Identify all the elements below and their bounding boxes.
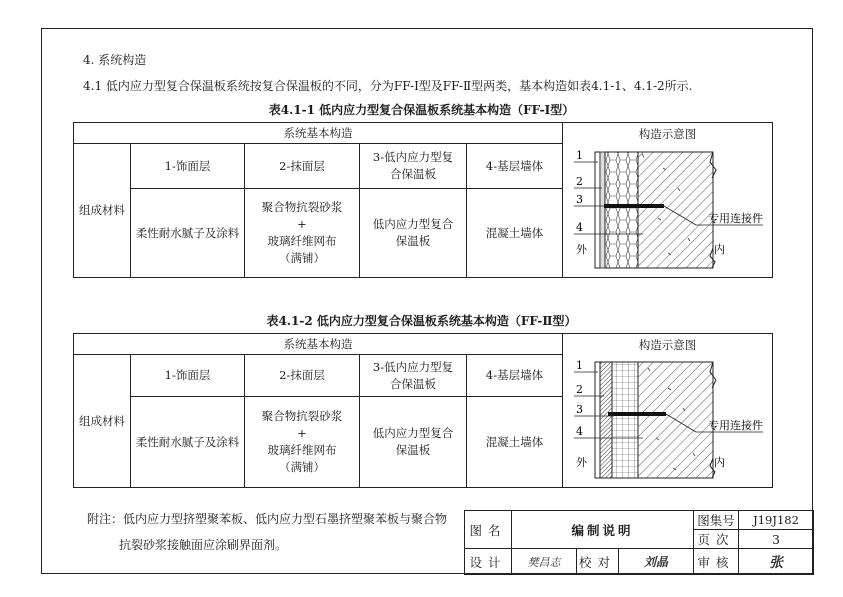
- table1-material-4: 混凝土墙体: [467, 189, 563, 278]
- table2-material-1: 柔性耐水腻子及涂料: [131, 397, 245, 488]
- title-block-page-value: 3: [739, 530, 814, 549]
- table2-material-3: 低内应力型复合 保温板: [360, 397, 467, 488]
- table2-diagram-label-4: 4: [576, 425, 583, 438]
- table1-diagram-inside: 内: [714, 243, 725, 256]
- table2-layer-1: 1-饰面层: [131, 355, 245, 397]
- title-block-review-label: 审核: [694, 549, 739, 575]
- title-block-design-signature: 樊昌志: [512, 549, 577, 575]
- title-block-atlas-value: J19J182: [739, 511, 814, 530]
- note-line-1: 附注：低内应力型挤塑聚苯板、低内应力型石墨挤塑聚苯板与聚合物: [87, 512, 448, 526]
- table1-caption: 表4.1-1 低内应力型复合保温板系统基本构造（FF-Ⅰ型）: [268, 103, 575, 117]
- table2-diagram-inside: 内: [714, 456, 725, 469]
- table2-caption: 表4.1-2 低内应力型复合保温板系统基本构造（FF-Ⅱ型）: [266, 314, 577, 328]
- table2-diagram-label-2: 2: [576, 383, 583, 396]
- table1-layer-3: 3-低内应力型复合保温板: [360, 144, 467, 189]
- table2-diagram-label-3: 3: [576, 403, 583, 416]
- title-block-page-label: 页次: [694, 530, 739, 549]
- note-line-2: 抗裂砂浆接触面应涂刷界面剂。: [119, 538, 288, 552]
- table1-material-1: 柔性耐水腻子及涂料: [131, 189, 245, 278]
- table2-layer-3: 3-低内应力型复合保温板: [360, 355, 467, 397]
- table2-diagram-outside: 外: [576, 456, 587, 469]
- title-block-name-label: 图名: [465, 511, 512, 549]
- table1-diagram-label-3: 3: [576, 193, 583, 206]
- title-block-check-label: 校对: [577, 549, 619, 575]
- section-title: 4. 系统构造: [83, 53, 147, 67]
- table2-material-2: 聚合物抗裂砂浆 + 玻璃纤维网布 （满铺）: [245, 397, 360, 488]
- table2-header-diagram: 构造示意图: [638, 338, 697, 352]
- title-block-review-signature: 张: [739, 549, 814, 575]
- table1-material-3: 低内应力型复合 保温板: [360, 189, 467, 278]
- table1-construction-diagram: [568, 148, 768, 273]
- table1-header-diagram: 构造示意图: [638, 127, 697, 141]
- table2-header-system: 系统基本构造: [74, 334, 563, 355]
- title-block-name-value: 编制说明: [512, 511, 694, 549]
- table1-layer-2: 2-抹面层: [245, 144, 360, 189]
- intro-paragraph: 4.1 低内应力型复合保温板系统按复合保温板的不同，分为FF-Ⅰ型及FF-Ⅱ型两类，基本构造如表4.1-1、4.1-2所示.: [83, 79, 693, 93]
- table2-layer-4: 4-基层墙体: [467, 355, 563, 397]
- table2-diagram-connector: 专用连接件: [708, 419, 763, 432]
- table2-diagram-label-1: 1: [576, 359, 583, 372]
- table1-diagram-label-1: 1: [576, 149, 583, 162]
- title-block-check-signature: 刘晶: [619, 549, 694, 575]
- table2-material-4: 混凝土墙体: [467, 397, 563, 488]
- table1-layer-1: 1-饰面层: [131, 144, 245, 189]
- table1-material-2: 聚合物抗裂砂浆 + 玻璃纤维网布 （满铺）: [245, 189, 360, 278]
- title-block-design-label: 设计: [465, 549, 512, 575]
- table2-construction-diagram: [568, 358, 768, 483]
- title-block: [464, 510, 814, 575]
- table1-header-system: 系统基本构造: [74, 123, 563, 144]
- table1-diagram-label-2: 2: [576, 175, 583, 188]
- table1-diagram-label-4: 4: [576, 221, 583, 234]
- table1-diagram-connector: 专用连接件: [708, 212, 763, 225]
- table1-diagram-outside: 外: [576, 243, 587, 256]
- title-block-atlas-label: 图集号: [694, 511, 739, 530]
- table1-layer-4: 4-基层墙体: [467, 144, 563, 189]
- table2-row-label: 组成材料: [74, 355, 131, 488]
- table1-row-label: 组成材料: [74, 144, 131, 278]
- table2-layer-2: 2-抹面层: [245, 355, 360, 397]
